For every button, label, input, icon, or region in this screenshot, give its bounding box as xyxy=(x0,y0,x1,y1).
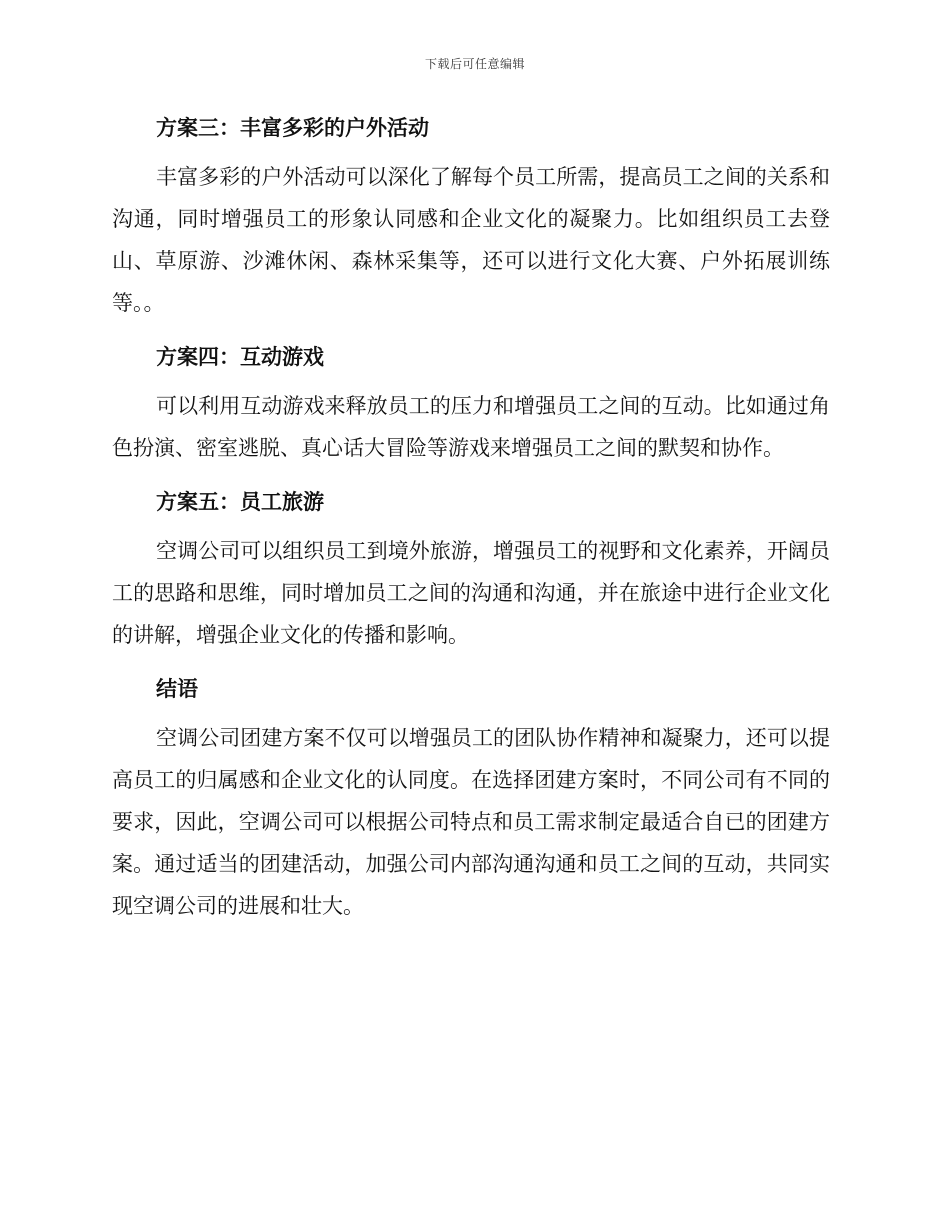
section-paragraph-plan-5: 空调公司可以组织员工到境外旅游，增强员工的视野和文化素养，开阔员工的思路和思维，同时增加员工之间的沟通和沟通，并在旅途中进行企业文化的讲解，增强企业文化的传播和影响。 xyxy=(112,539,830,647)
document-body xyxy=(112,108,830,927)
header-note: 下载后可任意编辑 xyxy=(424,57,525,71)
section-heading-conclusion: 结语 xyxy=(156,677,198,701)
section-heading-plan-3: 方案三：丰富多彩的户外活动 xyxy=(156,116,429,140)
section-paragraph-plan-3: 丰富多彩的户外活动可以深化了解每个员工所需，提高员工之间的关系和沟通，同时增强员工的形象认同感和企业文化的凝聚力。比如组织员工去登山、草原游、沙滩休闲、森林采集等，还可以进行文化大赛、户外拓展训练等。。 xyxy=(112,165,830,315)
section-paragraph-plan-4: 可以利用互动游戏来释放员工的压力和增强员工之间的互动。比如通过角色扮演、密室逃脱、真心话大冒险等游戏来增强员工之间的默契和协作。 xyxy=(112,394,830,460)
section-paragraph-conclusion: 空调公司团建方案不仅可以增强员工的团队协作精神和凝聚力，还可以提高员工的归属感和企业文化的认同度。在选择团建方案时，不同公司有不同的要求，因此，空调公司可以根据公司特点和员工需求制定最适合自已的团建方案。通过适当的团建活动，加强公司内部沟通沟通和员工之间的互动，共同实现空调公司的进展和壮大。 xyxy=(112,726,830,918)
section-heading-plan-5: 方案五：员工旅游 xyxy=(156,490,324,514)
section-heading-plan-4: 方案四：互动游戏 xyxy=(156,345,324,369)
